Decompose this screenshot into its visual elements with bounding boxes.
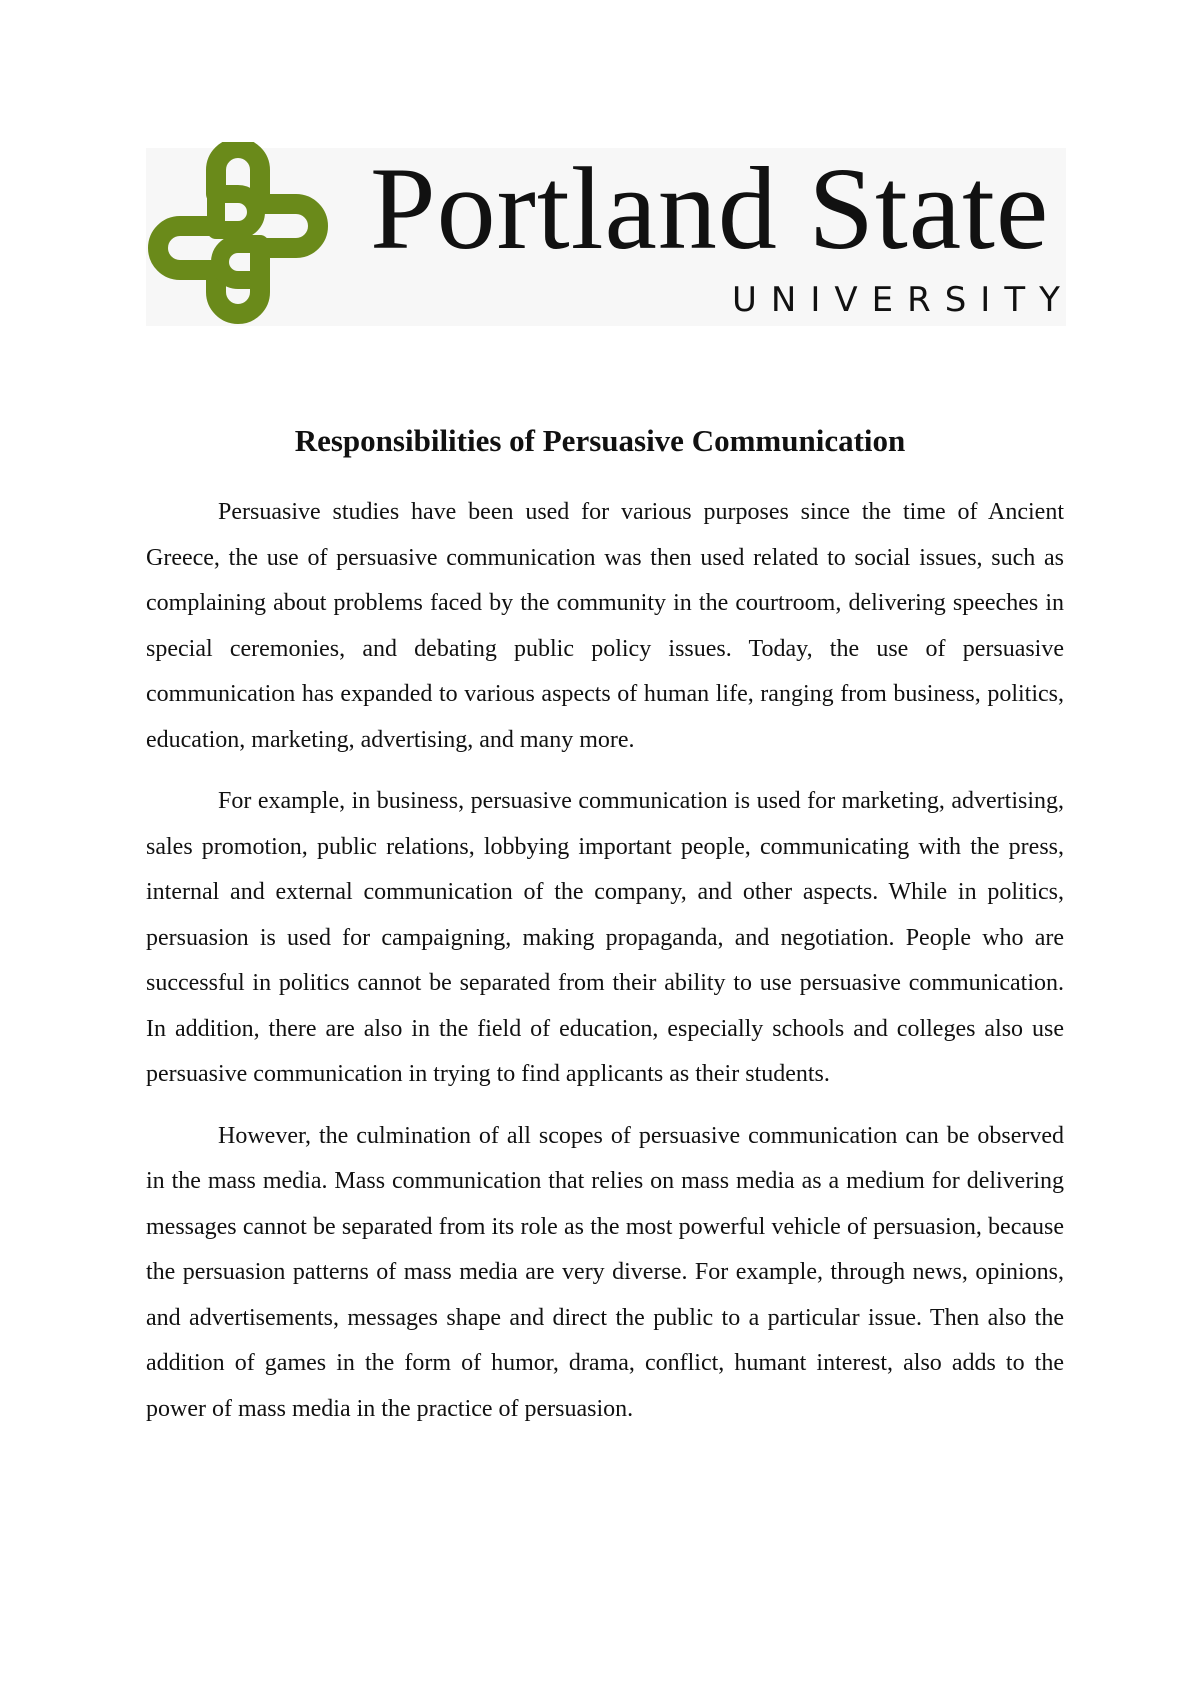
document-body — [146, 490, 1064, 1448]
paragraph-1: Persuasive studies have been used for various purposes since the time of Ancient Greece, the use of persuasive communication was then used related to social issues, such as complaining about problems faced by the community in the courtroom, delivering speeches in special ceremonies, and debating public policy issues. Today, the use of persuasive communication has expanded to various aspects of human life, ranging from business, politics, education, marketing, advertising, and many more. — [146, 499, 1064, 753]
logo-university-label: UNIVERSITY — [732, 280, 1074, 320]
psu-knot-logo-icon — [146, 142, 328, 332]
document-title: Responsibilities of Persuasive Communication — [294, 423, 906, 458]
paragraph-3: However, the culmination of all scopes of persuasive communication can be observed in the mass media. Mass communication that relies on mass media as a medium for delivering messages cannot be separated from its role as the most powerful vehicle of persuasion, because the persuasion patterns of mass media are very diverse. For example, through news, opinions, and advertisements, messages shape and direct the public to a particular issue. Then also the addition of games in the form of humor, drama, conflict, humant interest, also adds to the power of mass media in the practice of persuasion. — [146, 1122, 1064, 1422]
paragraph-2: For example, in business, persuasive communication is used for marketing, advertising, sales promotion, public relations, lobbying important people, communicating with the press, internal and external communication of the company, and other aspects. While in politics, persuasion is used for campaigning, making propaganda, and negotiation. People who are successful in politics cannot be separated from their ability to use persuasive communication. In addition, there are also in the field of education, especially schools and colleges also use persuasive communication in trying to find applicants as their students. — [146, 788, 1064, 1087]
logo-wordmark: Portland State — [370, 143, 1050, 274]
